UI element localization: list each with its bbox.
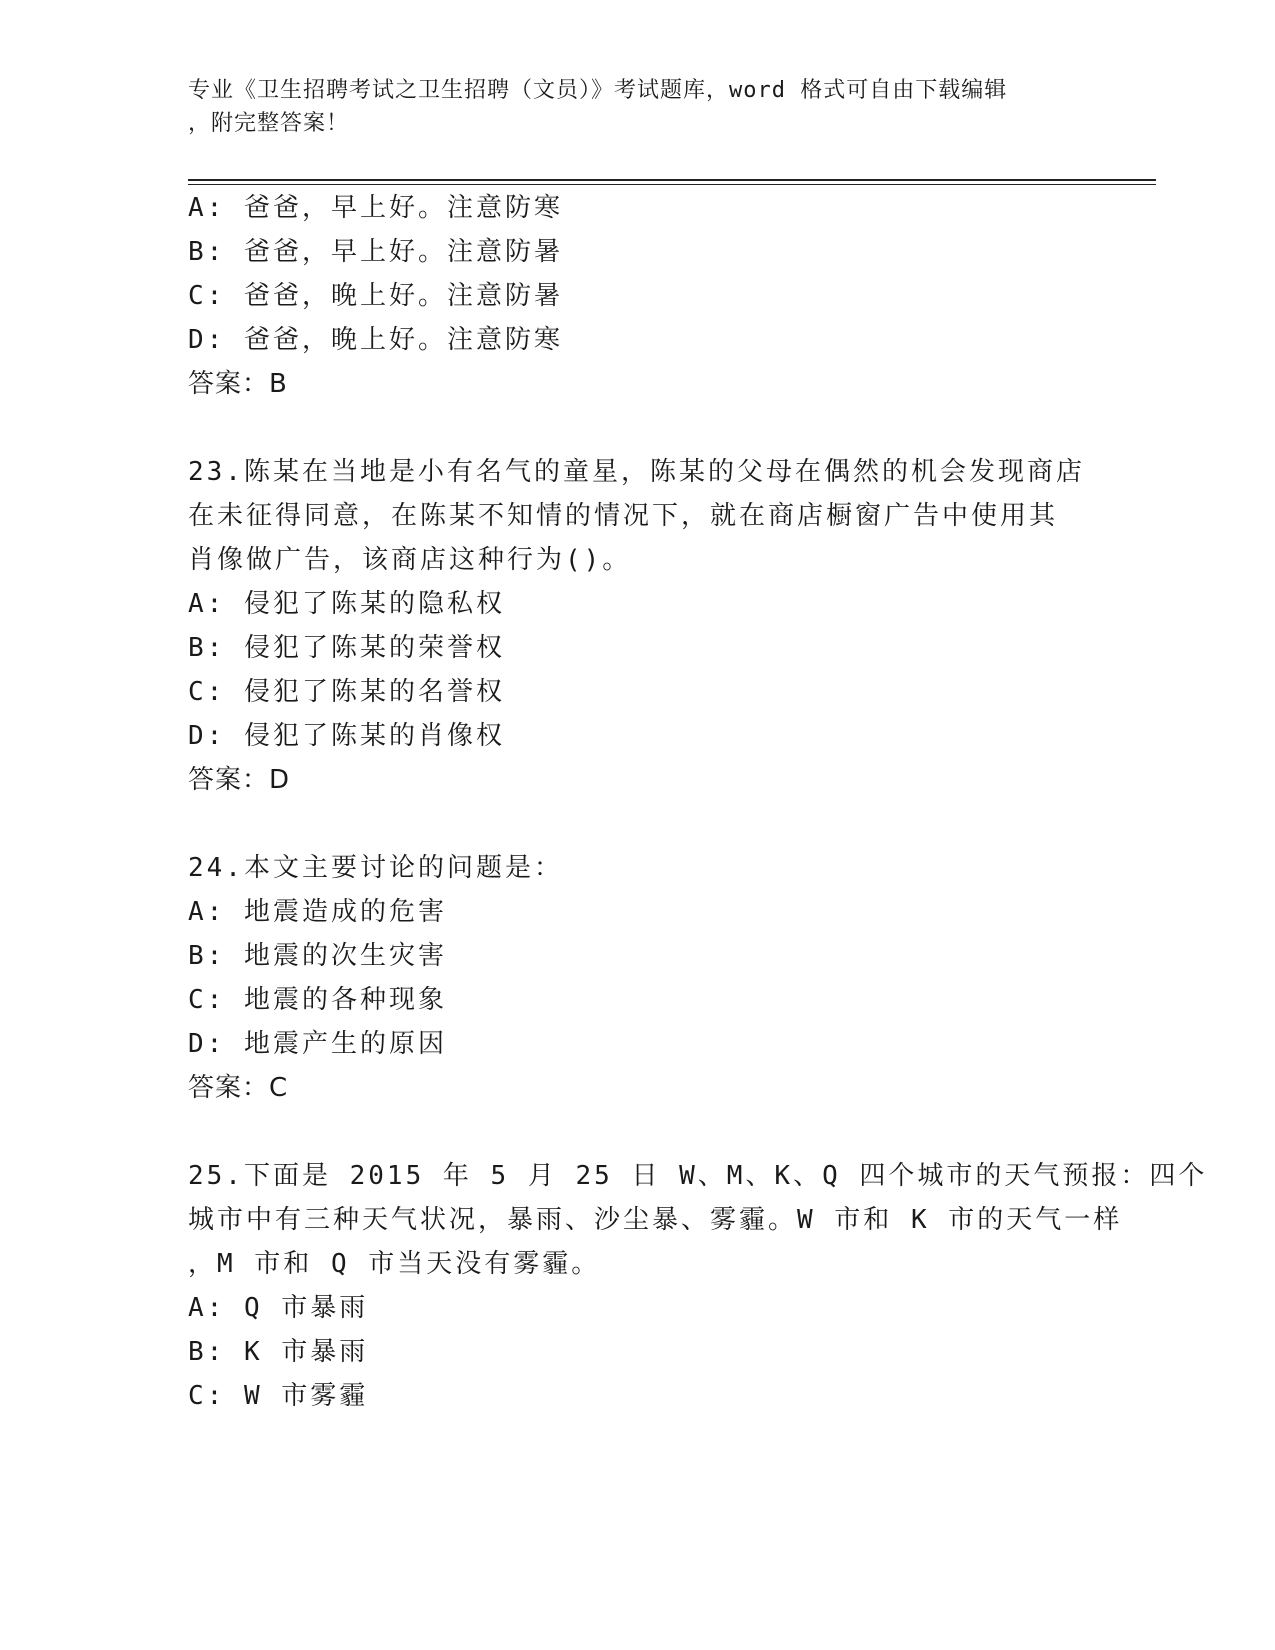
document-header	[188, 74, 1088, 140]
question-25-line-1: 25.下面是 2015 年 5 月 25 日 W、M、K、Q 四个城市的天气预报：四个	[188, 1161, 1208, 1191]
question-25-option-c: C: W 市雾霾	[188, 1381, 369, 1411]
question-23-answer: 答案：D	[188, 765, 291, 795]
question-24-answer: 答案：C	[188, 1073, 289, 1103]
question-23-line-1: 23.陈某在当地是小有名气的童星，陈某的父母在偶然的机会发现商店	[188, 457, 1085, 487]
question-24-option-d: D: 地震产生的原因	[188, 1029, 447, 1059]
question-24-option-c: C: 地震的各种现象	[188, 985, 447, 1015]
option-b: B: 爸爸，早上好。注意防暑	[188, 237, 563, 267]
answer: 答案：B	[188, 369, 288, 399]
header-rule-thick	[188, 179, 1156, 181]
question-23-line-3: 肖像做广告，该商店这种行为()。	[188, 545, 632, 575]
question-23-option-a: A: 侵犯了陈某的隐私权	[188, 589, 505, 619]
header-line-2: ，附完整答案！	[188, 111, 350, 136]
question-25-line-2: 城市中有三种天气状况，暴雨、沙尘暴、雾霾。W 市和 K 市的天气一样	[188, 1205, 1123, 1235]
question-25-option-a: A: Q 市暴雨	[188, 1293, 369, 1323]
question-24-line-1: 24.本文主要讨论的问题是：	[188, 853, 563, 883]
header-line-1: 专业《卫生招聘考试之卫生招聘（文员）》考试题库，word 格式可自由下载编辑	[188, 78, 1008, 103]
question-25-line-3: ，M 市和 Q 市当天没有雾霾。	[188, 1249, 601, 1279]
option-c: C: 爸爸，晚上好。注意防暑	[188, 281, 563, 311]
question-23-option-d: D: 侵犯了陈某的肖像权	[188, 721, 505, 751]
question-24-option-a: A: 地震造成的危害	[188, 897, 447, 927]
question-25-option-b: B: K 市暴雨	[188, 1337, 369, 1367]
question-23-line-2: 在未征得同意，在陈某不知情的情况下，就在商店橱窗广告中使用其	[188, 501, 1059, 531]
header-rule-thin	[188, 184, 1156, 185]
question-23-option-b: B: 侵犯了陈某的荣誉权	[188, 633, 505, 663]
option-d: D: 爸爸，晚上好。注意防寒	[188, 325, 563, 355]
question-24-option-b: B: 地震的次生灾害	[188, 941, 447, 971]
question-23-option-c: C: 侵犯了陈某的名誉权	[188, 677, 505, 707]
option-a: A: 爸爸，早上好。注意防寒	[188, 193, 563, 223]
